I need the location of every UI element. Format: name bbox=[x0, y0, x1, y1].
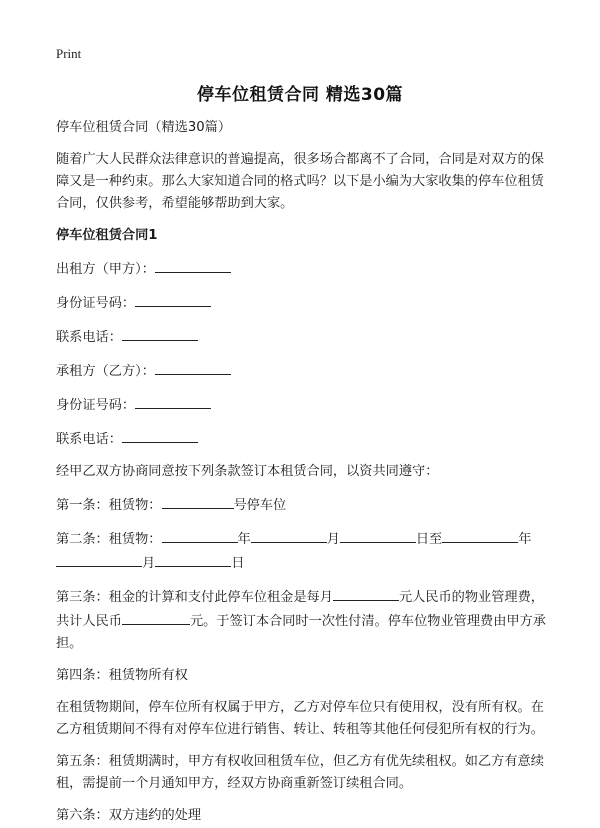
print-link[interactable]: Print bbox=[56, 46, 82, 61]
lessee-phone-label: 联系电话： bbox=[56, 432, 122, 447]
agreement-line: 经甲乙双方协商同意按下列条款签订本租赁合同，以资共同遵守： bbox=[56, 464, 439, 479]
end-year-blank bbox=[442, 527, 518, 543]
article-5: 第五条：租赁期满时，甲方有权收回租赁车位，但乙方有优先续租权。如乙方有意续租，需提前一个月通知甲方，经双方协商重新签订续租合同。 bbox=[56, 754, 544, 791]
article-3-part1: 第三条：租金的计算和支付此停车位租金是每月 bbox=[56, 590, 333, 605]
lessor-id-blank bbox=[135, 291, 211, 307]
lessor-id-label: 身份证号码： bbox=[56, 296, 136, 311]
lessor-label: 出租方（甲方）： bbox=[56, 262, 155, 277]
monthly-fee-blank bbox=[333, 585, 399, 601]
start-day-blank bbox=[340, 527, 416, 543]
end-day-label: 日 bbox=[231, 556, 245, 571]
lessor-phone-blank bbox=[122, 325, 198, 341]
total-amount-blank bbox=[122, 609, 190, 625]
subtitle: 停车位租赁合同（精选30篇） bbox=[56, 120, 232, 135]
lessee-blank bbox=[155, 359, 231, 375]
lessee-id-label: 身份证号码： bbox=[56, 398, 136, 413]
day-to-label: 日至 bbox=[415, 532, 443, 547]
lessor-phone-label: 联系电话： bbox=[56, 330, 122, 345]
start-month-blank bbox=[251, 527, 327, 543]
intro-paragraph: 随着广大人民群众法律意识的普遍提高，很多场合都离不了合同，合同是对双方的保障又是一种约束。那么大家知道合同的格式吗？以下是小编为大家收集的停车位租赁合同，仅供参考，希望能够帮助到大家。 bbox=[56, 152, 544, 211]
end-month-blank bbox=[56, 551, 142, 567]
lessee-phone-blank bbox=[122, 427, 198, 443]
lessor-id-line bbox=[56, 291, 556, 315]
lessee-label: 承租方（乙方）： bbox=[56, 364, 155, 379]
article-2-prefix: 第二条：租赁物： bbox=[56, 532, 162, 547]
lessor-line bbox=[56, 257, 556, 281]
article-2 bbox=[56, 527, 556, 575]
page-title: 停车位租赁合同 精选30篇 bbox=[196, 85, 404, 105]
lessee-line bbox=[56, 359, 556, 383]
article-3-part3: 元。于签订本合同时一次性付清。停车位物业管理费由甲方承担。 bbox=[56, 614, 546, 651]
start-month-label: 月 bbox=[326, 532, 340, 547]
article-1-blank bbox=[162, 493, 234, 509]
document-body bbox=[56, 117, 556, 827]
end-year-label: 年 bbox=[518, 532, 532, 547]
end-month-label: 月 bbox=[142, 556, 156, 571]
lessee-id-line bbox=[56, 393, 556, 417]
article-1 bbox=[56, 493, 556, 517]
article-6-title: 第六条：双方违约的处理 bbox=[56, 808, 202, 823]
article-3-part2: 元人民币的物业管理费，共计人民币 bbox=[56, 590, 544, 629]
article-4-body: 在租赁物期间，停车位所有权属于甲方，乙方对停车位只有使用权，没有所有权。在乙方租赁期间不得有对停车位进行销售、转让、转租等其他任何侵犯所有权的行为。 bbox=[56, 700, 544, 737]
article-4-title: 第四条：租赁物所有权 bbox=[56, 668, 188, 683]
lessee-phone-line bbox=[56, 427, 556, 451]
article-1-suffix: 号停车位 bbox=[233, 498, 287, 513]
start-year-blank bbox=[162, 527, 238, 543]
section-title: 停车位租赁合同1 bbox=[56, 228, 158, 243]
start-year-label: 年 bbox=[237, 532, 251, 547]
end-day-blank bbox=[155, 551, 231, 567]
lessor-blank bbox=[155, 257, 231, 273]
article-3 bbox=[56, 585, 556, 655]
lessee-id-blank bbox=[135, 393, 211, 409]
lessor-phone-line bbox=[56, 325, 556, 349]
article-1-prefix: 第一条：租赁物： bbox=[56, 498, 162, 513]
